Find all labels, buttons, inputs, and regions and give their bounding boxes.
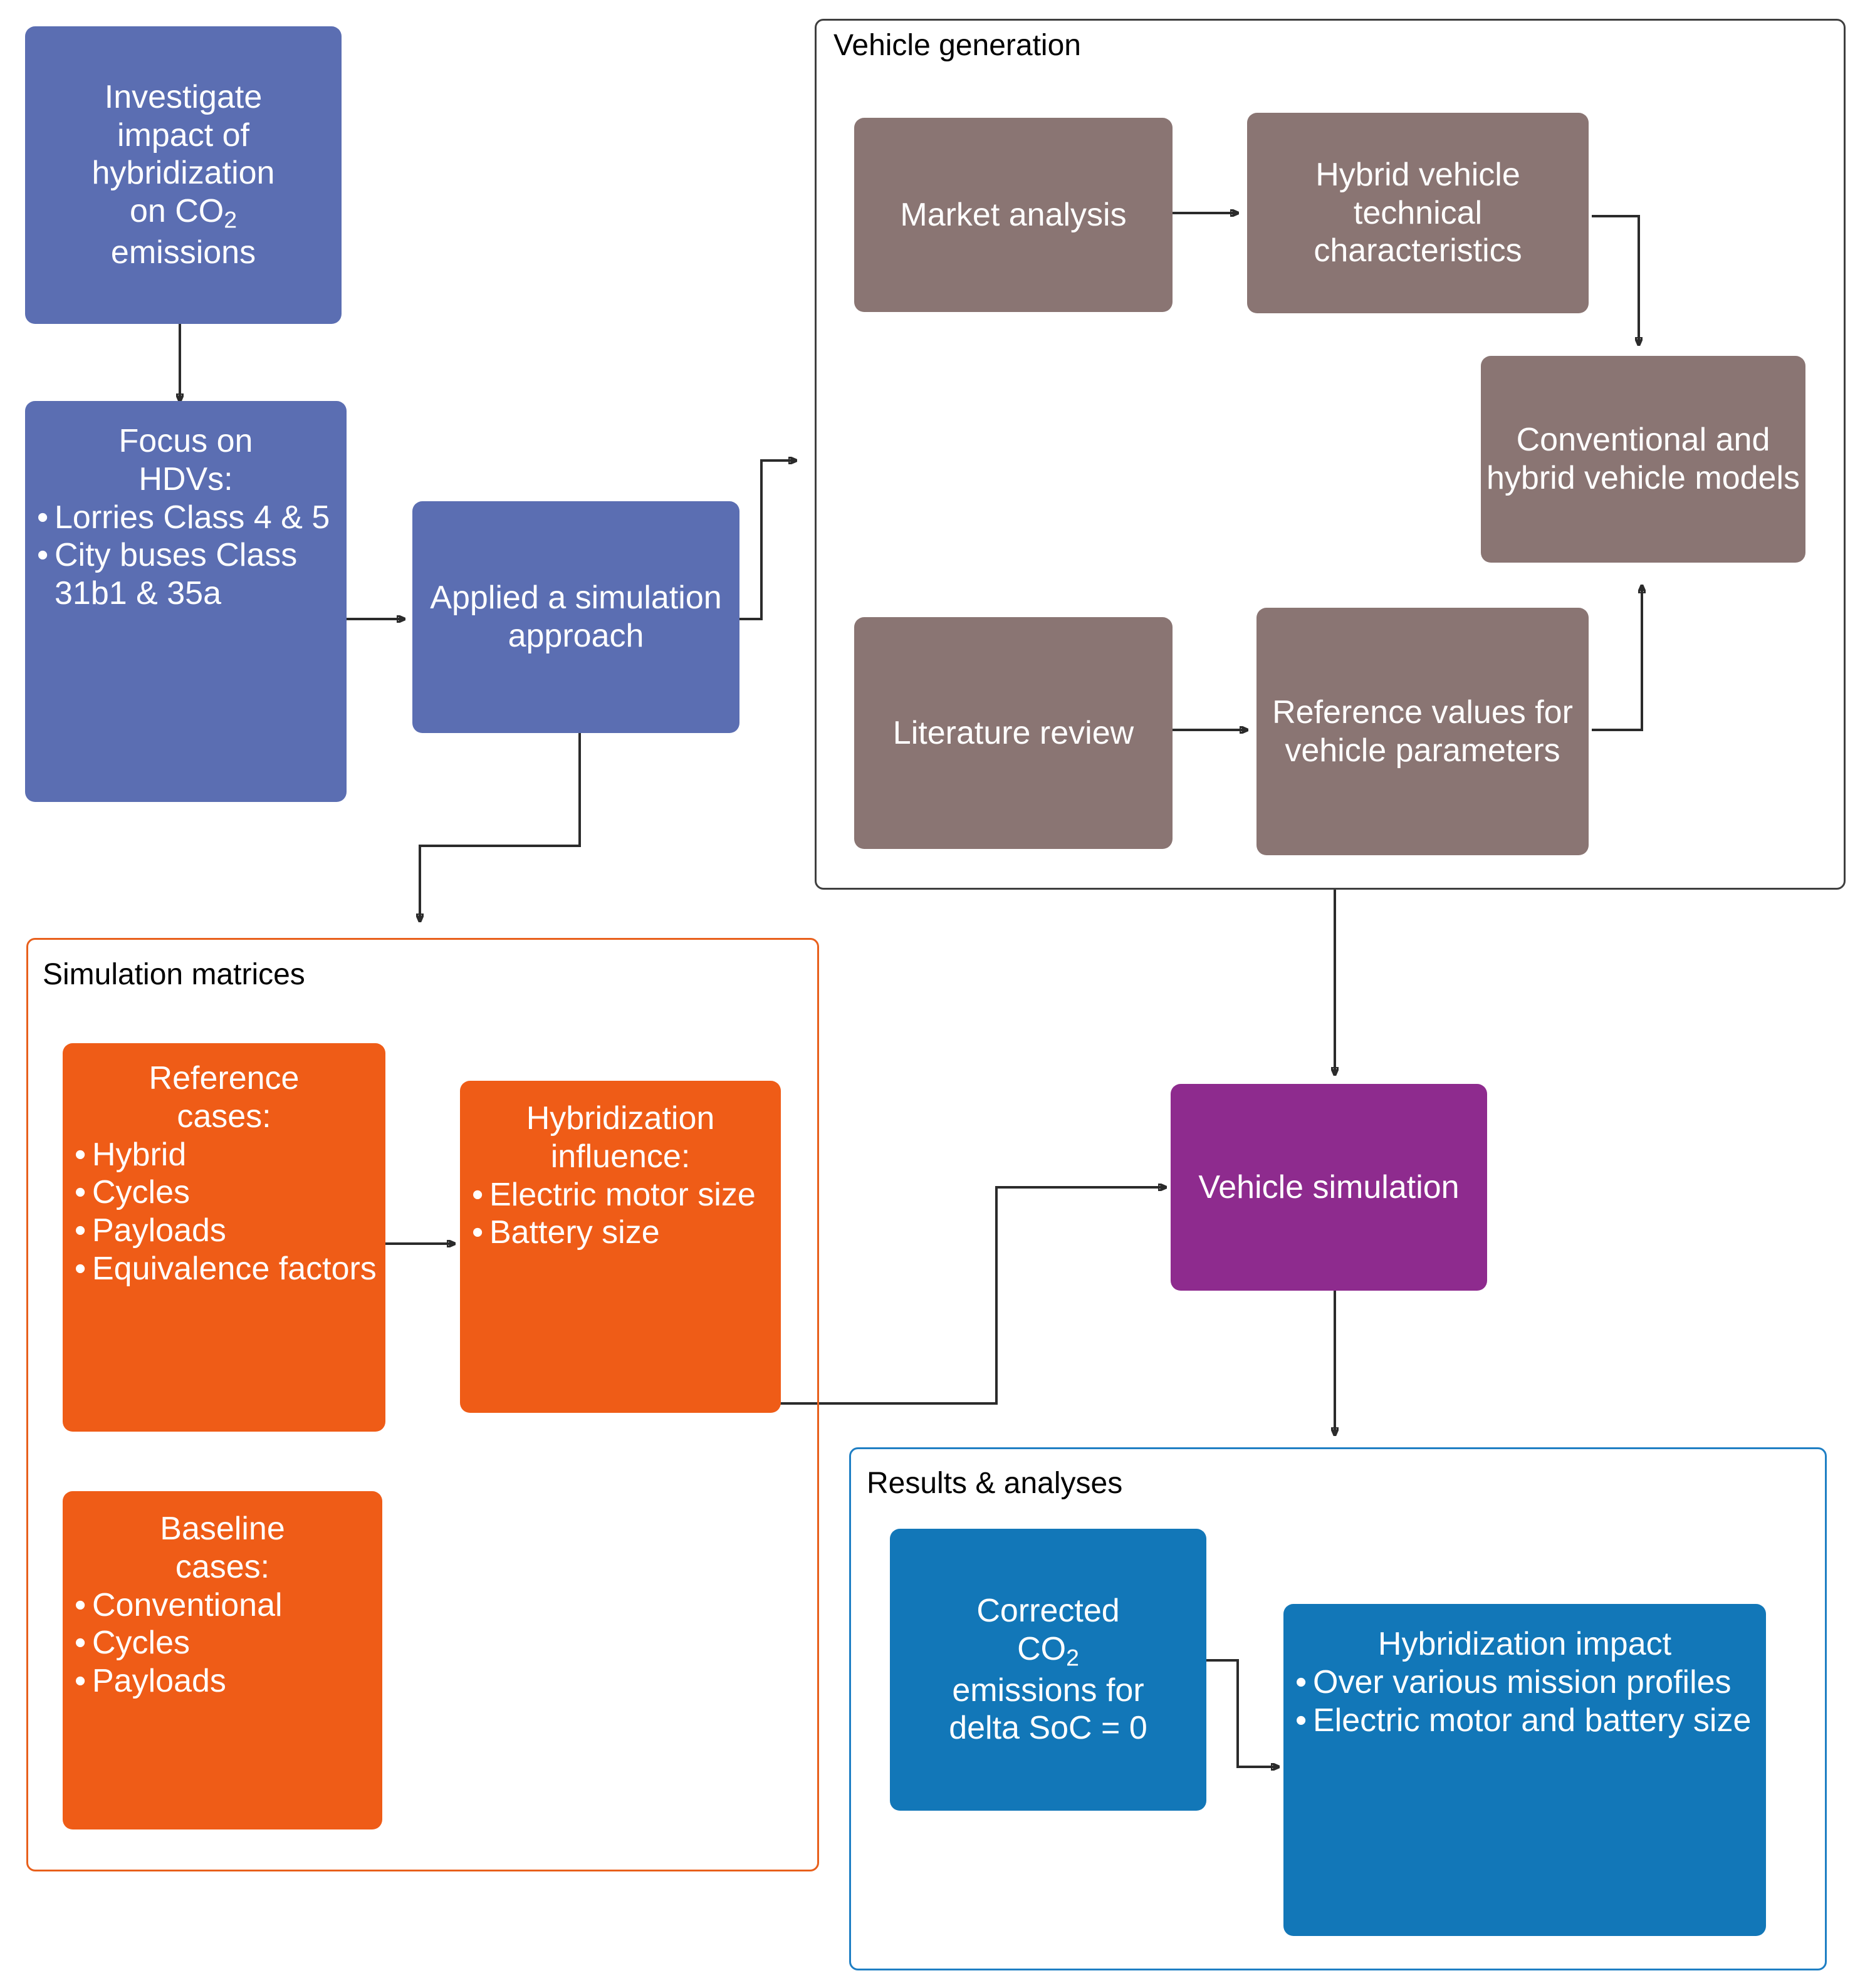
- node-corrected-co2-line3: emissions for: [952, 1672, 1144, 1709]
- node-corrected-co2-line4: delta SoC = 0: [949, 1710, 1147, 1747]
- node-corrected-co2: [890, 1529, 1206, 1811]
- node-investigate-line4: on $CO_2$: [129, 193, 238, 233]
- node-corrected-co2-line2: $CO_2$: [1017, 1630, 1079, 1670]
- node-hybrid-technical-characteristics: [1247, 113, 1589, 313]
- group-results-analyses-label: Results & analyses: [867, 1467, 1123, 1500]
- node-reference-values: [1256, 608, 1589, 855]
- node-investigate-line2: impact of: [117, 117, 249, 154]
- node-focus-hdv-bullets: [23, 499, 348, 613]
- node-reference-cases: [63, 1043, 385, 1432]
- node-reference-cases-bullets: [61, 1136, 387, 1288]
- list-item: • Electric motor size: [462, 1176, 783, 1214]
- node-vehicle-simulation-label: Vehicle simulation: [1198, 1168, 1460, 1205]
- node-literature-review-label: Literature review: [892, 714, 1134, 751]
- node-market-analysis-label: Market analysis: [900, 196, 1127, 233]
- node-focus-hdv-heading-2: HDVs:: [138, 461, 233, 497]
- node-investigate-line1: Investigate: [104, 78, 263, 115]
- list-item: • Hybrid: [65, 1136, 387, 1174]
- list-item: • Electric motor and battery size: [1285, 1702, 1768, 1740]
- list-item: • Equivalence factors: [65, 1250, 387, 1288]
- list-item: • Payloads: [65, 1662, 384, 1700]
- group-vehicle-generation-label: Vehicle generation: [833, 29, 1081, 62]
- node-focus-hdv-heading-1: Focus on: [118, 423, 253, 459]
- node-market-analysis: [854, 118, 1173, 312]
- node-hybridization-impact-bullets: [1282, 1663, 1768, 1740]
- group-simulation-matrices-label: Simulation matrices: [43, 958, 305, 991]
- node-corrected-co2-line1: Corrected: [976, 1592, 1120, 1629]
- node-investigate-line3: hybridization: [91, 155, 275, 192]
- node-baseline-cases: [63, 1491, 382, 1829]
- node-reference-values-label: Reference values for vehicle parameters: [1272, 694, 1573, 769]
- node-hybridization-influence-bullets: [458, 1176, 783, 1252]
- list-item: • Lorries Class 4 & 5: [27, 499, 348, 537]
- node-conventional-hybrid-models: [1481, 356, 1805, 563]
- node-hybrid-technical-characteristics-label: Hybrid vehicle technical characteristics: [1314, 156, 1522, 269]
- node-vehicle-simulation: [1171, 1084, 1487, 1291]
- list-item: • Battery size: [462, 1214, 783, 1252]
- node-baseline-cases-bullets: [61, 1586, 384, 1700]
- node-hybridization-influence: [460, 1081, 781, 1413]
- list-item: • Cycles: [65, 1174, 387, 1212]
- node-focus-hdv: [25, 401, 347, 802]
- node-reference-cases-heading-1: Reference: [149, 1060, 300, 1096]
- node-investigate: [25, 26, 342, 324]
- node-conventional-hybrid-models-label: Conventional and hybrid vehicle models: [1486, 422, 1800, 496]
- node-applied-simulation-label: Applied a simulation approach: [430, 580, 722, 654]
- list-item: • Conventional: [65, 1586, 384, 1625]
- node-investigate-line5: emissions: [110, 234, 256, 271]
- node-hybridization-influence-heading-1: Hybridization: [526, 1100, 715, 1137]
- node-hybridization-impact-heading: Hybridization impact: [1377, 1626, 1672, 1662]
- node-baseline-cases-heading-2: cases:: [175, 1548, 270, 1585]
- node-baseline-cases-heading-1: Baseline: [160, 1511, 285, 1547]
- list-item: • Cycles: [65, 1624, 384, 1662]
- list-item: • Over various mission profiles: [1285, 1663, 1768, 1702]
- node-applied-simulation: [412, 501, 739, 733]
- list-item: • Payloads: [65, 1212, 387, 1250]
- list-item: • City buses Class 31b1 & 35a: [27, 536, 348, 613]
- node-hybridization-impact: [1283, 1604, 1766, 1936]
- node-hybridization-influence-heading-2: influence:: [550, 1138, 691, 1175]
- node-reference-cases-heading-2: cases:: [177, 1098, 271, 1135]
- node-literature-review: [854, 617, 1173, 849]
